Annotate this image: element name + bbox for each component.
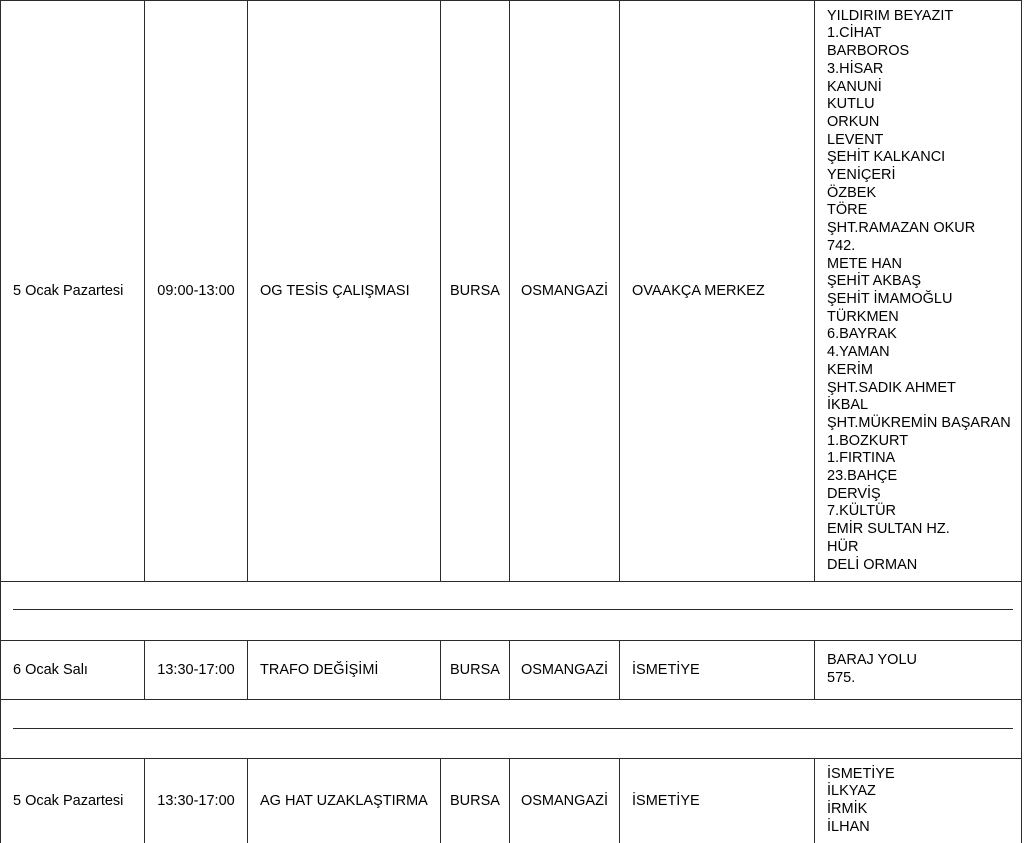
street-item: LEVENT xyxy=(827,131,884,148)
date-cell xyxy=(1,1,145,581)
street-list xyxy=(827,652,917,687)
street-list xyxy=(827,766,895,837)
neighborhood-cell xyxy=(620,759,815,843)
street-item: DERVİŞ xyxy=(827,485,881,502)
street-item: KANUNİ xyxy=(827,78,882,95)
work-cell xyxy=(248,1,441,581)
city-cell xyxy=(441,641,510,699)
city-text: BURSA xyxy=(450,662,500,678)
time-cell xyxy=(145,1,248,581)
street-item: DELİ ORMAN xyxy=(827,556,918,573)
street-item: 742. xyxy=(827,237,856,254)
date-text: 5 Ocak Pazartesi xyxy=(13,283,124,299)
neighborhood-cell xyxy=(620,1,815,581)
street-item: KUTLU xyxy=(827,96,875,113)
street-item: 1.BOZKURT xyxy=(827,432,909,449)
street-item: 1.FIRTINA xyxy=(827,450,896,467)
street-item: İLHAN xyxy=(827,818,870,835)
time-text: 13:30-17:00 xyxy=(157,662,235,678)
street-item: TÖRE xyxy=(827,202,868,219)
street-item: İLKYAZ xyxy=(827,783,876,800)
street-item: 3.HİSAR xyxy=(827,60,884,77)
district-text: OSMANGAZİ xyxy=(520,793,608,809)
district-text: OSMANGAZİ xyxy=(520,662,608,678)
divider-line xyxy=(13,728,1013,729)
time-cell xyxy=(145,641,248,699)
date-cell xyxy=(1,641,145,699)
table-row xyxy=(0,759,1022,843)
street-item: 4.YAMAN xyxy=(827,344,890,361)
street-item: KERİM xyxy=(827,361,873,378)
work-text: AG HAT UZAKLAŞTIRMA xyxy=(260,793,428,809)
street-item: 7.KÜLTÜR xyxy=(827,503,897,520)
street-item: METE HAN xyxy=(827,255,902,272)
street-item: ÖZBEK xyxy=(827,184,877,201)
street-item: 1.CİHAT xyxy=(827,25,882,42)
streets-cell xyxy=(815,641,1022,699)
street-item: İSMETİYE xyxy=(827,765,895,782)
date-cell xyxy=(1,759,145,843)
street-item: ŞEHİT KALKANCI xyxy=(827,149,946,166)
streets-cell xyxy=(815,759,1022,843)
table-row xyxy=(0,641,1022,700)
separator-row xyxy=(0,582,1022,641)
city-cell xyxy=(441,1,510,581)
street-item: YILDIRIM BEYAZIT xyxy=(827,7,954,24)
neighborhood-cell xyxy=(620,641,815,699)
street-item: BARBOROS xyxy=(827,43,910,60)
work-text: TRAFO DEĞİŞİMİ xyxy=(260,662,379,678)
time-text: 13:30-17:00 xyxy=(157,793,235,809)
city-cell xyxy=(441,759,510,843)
time-cell xyxy=(145,759,248,843)
street-item: 23.BAHÇE xyxy=(827,468,898,485)
district-text: OSMANGAZİ xyxy=(520,283,608,299)
street-item: İRMİK xyxy=(827,801,868,817)
street-item: 575. xyxy=(827,670,856,686)
work-text: OG TESİS ÇALIŞMASI xyxy=(260,283,410,299)
neighborhood-text: OVAAKÇA MERKEZ xyxy=(632,283,765,299)
district-cell xyxy=(510,1,620,581)
city-text: BURSA xyxy=(450,793,500,809)
street-item: EMİR SULTAN HZ. xyxy=(827,521,950,538)
date-text: 6 Ocak Salı xyxy=(13,662,88,678)
work-cell xyxy=(248,759,441,843)
city-text: BURSA xyxy=(450,283,500,299)
district-cell xyxy=(510,641,620,699)
district-cell xyxy=(510,759,620,843)
time-text: 09:00-13:00 xyxy=(157,283,235,299)
street-item: İKBAL xyxy=(827,397,869,414)
street-item: ŞEHİT İMAMOĞLU xyxy=(827,291,953,307)
street-list xyxy=(827,8,1011,575)
divider-line xyxy=(13,609,1013,610)
separator-row xyxy=(0,700,1022,759)
street-item: ŞHT.RAMAZAN OKUR xyxy=(827,220,976,237)
street-item: TÜRKMEN xyxy=(827,308,899,325)
neighborhood-text: İSMETİYE xyxy=(632,793,700,809)
street-item: BARAJ YOLU xyxy=(827,652,917,669)
street-item: ŞEHİT AKBAŞ xyxy=(827,273,922,290)
street-item: ŞHT.MÜKREMİN BAŞARAN xyxy=(827,414,1011,431)
street-item: ORKUN xyxy=(827,113,880,130)
date-text: 5 Ocak Pazartesi xyxy=(13,793,124,809)
street-item: HÜR xyxy=(827,538,859,555)
neighborhood-text: İSMETİYE xyxy=(632,662,700,678)
streets-cell xyxy=(815,1,1022,581)
work-cell xyxy=(248,641,441,699)
street-item: YENİÇERİ xyxy=(827,167,896,184)
street-item: 6.BAYRAK xyxy=(827,326,897,343)
street-item: ŞHT.SADIK AHMET xyxy=(827,379,956,396)
